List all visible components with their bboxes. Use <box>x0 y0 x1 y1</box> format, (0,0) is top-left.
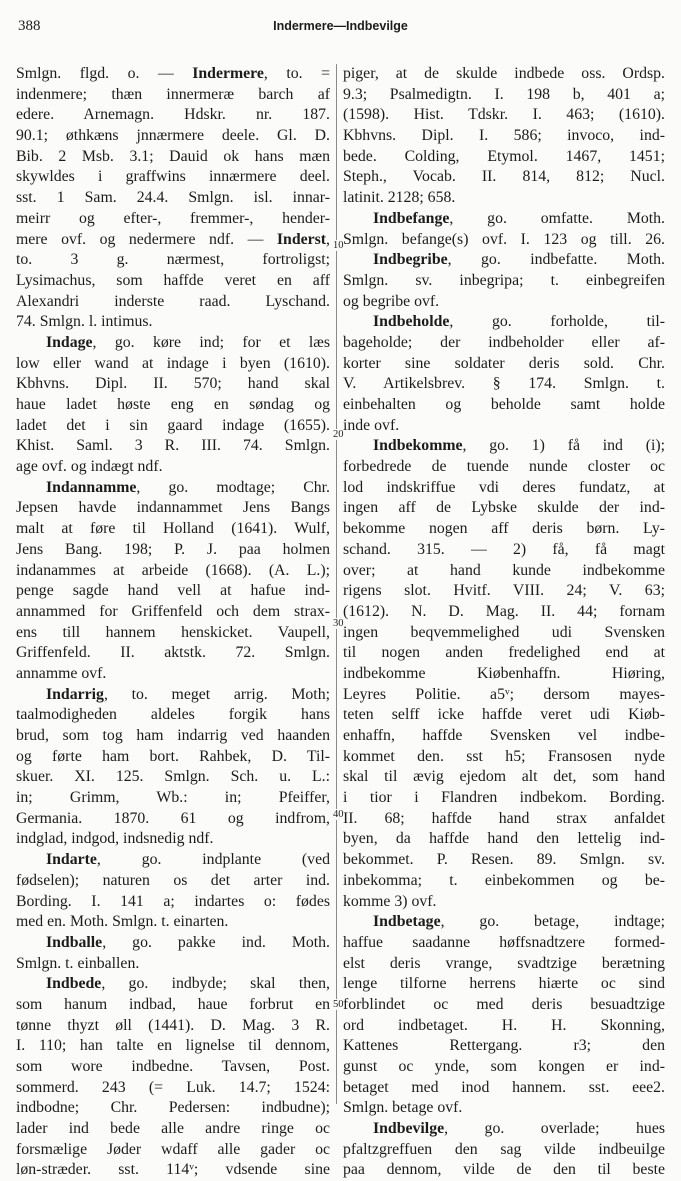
left-column-line <box>16 478 330 499</box>
line-text: V. Artikelsbrev. § 174. Smlgn. t. <box>343 375 665 393</box>
line-text: Smlgn. flgd. o. — <box>16 65 193 82</box>
line-text: tønne thyzt øll (1441). D. Mag. 3 R. <box>16 1016 330 1034</box>
right-column-line <box>343 209 665 230</box>
line-text: indbekomme Kiøbenhaffn. Hiøring, <box>343 664 665 682</box>
line-text: Griffenfeld. II. aktstk. 72. Smlgn. <box>16 644 330 662</box>
left-column-line <box>16 767 330 788</box>
line-text: Jepsen havde indannammet Jens Bangs <box>16 499 330 517</box>
right-column-line <box>343 767 665 788</box>
line-text: annamme ovf. <box>16 664 107 682</box>
line-text: , go. indbyde; skal then, <box>101 975 330 993</box>
left-column-line <box>16 292 330 313</box>
line-text: paa dennom, vilde de den til beste <box>343 1161 665 1179</box>
headword: Indarrig <box>46 685 104 703</box>
left-column-line <box>16 809 330 830</box>
left-column-line <box>16 623 330 644</box>
page-number: 388 <box>18 18 41 34</box>
line-text: skuer. XI. 125. Smlgn. Sch. u. L.: <box>16 768 330 786</box>
line-text: , go. indbefatte. Moth. <box>447 251 665 269</box>
line-text: ladet det i sin gaard indage (1655). <box>16 416 330 434</box>
right-column-line <box>343 292 665 313</box>
line-text: einbehalten og beholde samt holde <box>343 396 665 413</box>
left-column-line <box>16 643 330 664</box>
line-text: bageholde; der indbeholder eller af- <box>343 333 665 351</box>
left-column-line <box>16 1036 330 1057</box>
left-column-line <box>16 64 330 85</box>
line-text: Smlgn. befange(s) ovf. I. 123 og till. 26. <box>343 230 665 248</box>
headword: Indbekomme <box>373 437 463 455</box>
line-text: (1598). Hist. Tdskr. I. 463; (1610). <box>343 106 665 124</box>
left-column-line <box>16 912 330 933</box>
right-column-line <box>343 643 665 664</box>
left-column-line <box>16 1078 330 1099</box>
right-column <box>343 64 665 1181</box>
line-text: malt at føre til Holland (1641). Wulf, <box>16 520 330 538</box>
line-text: , to. meget arrig. Moth; <box>103 685 330 703</box>
line-text: lenge tilforne herrens hiærte oc sind <box>343 975 665 993</box>
left-column-line <box>16 167 330 188</box>
line-text: bede. Colding, Etymol. 1467, 1451; <box>343 147 665 165</box>
left-column-line <box>16 250 330 271</box>
line-number-20: 20 <box>333 429 344 440</box>
line-text: ingen beqvemmelighed udi Svensken <box>343 623 665 641</box>
line-number-40: 40 <box>333 809 344 820</box>
line-text: forsmælige Jøder wdaff alle gader oc <box>16 1140 330 1158</box>
left-column-line <box>16 850 330 871</box>
line-text: Bib. 2 Msb. 3.1; Dauid ok hans mæn <box>16 147 330 165</box>
line-text: sst. 1 Sam. 24.4. Smlgn. isl. innar- <box>16 189 330 207</box>
line-text: rigens slot. Hvitf. VIII. 24; V. 63; <box>343 582 665 600</box>
left-column-line <box>16 664 330 685</box>
left-column-line <box>16 312 330 333</box>
line-text: Kbhvns. Dipl. I. 586; invoco, ind- <box>343 127 665 145</box>
left-column-line <box>16 436 330 457</box>
right-column-line <box>343 540 665 561</box>
line-text: haue ladet høste eng en søndag og <box>16 396 330 413</box>
line-text: forblindet oc med deris besuadtzige <box>343 995 665 1013</box>
right-column-line <box>343 271 665 292</box>
right-column-line <box>343 1078 665 1099</box>
left-column-line <box>16 685 330 706</box>
line-text: lod indskriffue vdi deres fundatz, at <box>343 478 665 496</box>
left-column-line <box>16 333 330 354</box>
right-column-line <box>343 1140 665 1161</box>
left-column-line <box>16 209 330 230</box>
left-column-line <box>16 457 330 478</box>
line-number-10: 10 <box>333 240 344 251</box>
line-text: over; at hand kunde indbekomme <box>343 561 665 579</box>
line-text: indanammes at arbeide (1668). (A. L.); <box>16 561 330 579</box>
left-column-line <box>16 602 330 623</box>
headword: Indermere <box>192 65 264 82</box>
line-text: , go. 1) få ind (i); <box>462 437 665 455</box>
line-text: meirr og efter-, fremmer-, hender- <box>16 209 330 227</box>
headword: Indballe <box>46 933 103 951</box>
line-text: elst deris vrange, svadtzige berætning <box>343 954 665 972</box>
right-column-line <box>343 995 665 1016</box>
right-column-line <box>343 126 665 147</box>
line-text: Germania. 1870. 61 og indfrom, <box>16 809 330 827</box>
right-column-line <box>343 1016 665 1037</box>
right-column-line <box>343 498 665 519</box>
left-column-line <box>16 581 330 602</box>
left-column-line <box>16 829 330 850</box>
line-text: piger, at de skulde indbede oss. Ordsp. <box>343 65 665 82</box>
line-text: 74. Smlgn. l. intimus. <box>16 313 153 331</box>
line-text: latinit. 2128; 658. <box>343 189 456 207</box>
line-text: 9.3; Psalmedigtn. I. 198 b, 401 a; <box>343 85 665 103</box>
headword: Indbede <box>46 975 102 993</box>
right-column-line <box>343 519 665 540</box>
line-text: komme 3) ovf. <box>343 892 437 910</box>
line-text: Smlgn. betage ovf. <box>343 1099 463 1117</box>
right-column-line <box>343 85 665 106</box>
right-column-line <box>343 726 665 747</box>
line-text: Lysimachus, som haffde veret en aff <box>16 271 330 289</box>
left-column-line <box>16 1016 330 1037</box>
right-column-line <box>343 809 665 830</box>
line-text: Steph., Vocab. II. 814, 812; Nucl. <box>343 168 665 186</box>
left-column-line <box>16 974 330 995</box>
right-column-line <box>343 416 665 437</box>
line-text: bekommet. P. Resen. 89. Smlgn. sv. <box>343 851 665 869</box>
headword: Inderst <box>276 230 327 248</box>
right-column-line <box>343 1098 665 1119</box>
right-column-line <box>343 354 665 375</box>
headword: Indbevilge <box>373 1120 445 1138</box>
left-column-line <box>16 995 330 1016</box>
left-column-line <box>16 933 330 954</box>
line-text: haffue saadanne høffsnadtzere formed- <box>343 933 665 951</box>
right-column-line <box>343 685 665 706</box>
line-text: , go. overlade; hues <box>444 1120 665 1138</box>
right-column-line <box>343 312 665 333</box>
headword: Indbetage <box>373 913 441 931</box>
left-column-line <box>16 1119 330 1140</box>
right-column-line <box>343 147 665 168</box>
left-column-line <box>16 561 330 582</box>
line-text: fødselen); naturen os det arter ind. <box>16 871 330 889</box>
right-column-line <box>343 602 665 623</box>
left-column-line <box>16 954 330 975</box>
line-text: to. 3 g. nærmest, fortroligst; <box>16 251 330 269</box>
left-column-line <box>16 871 330 892</box>
right-column-line <box>343 561 665 582</box>
headword: Indbegribe <box>373 251 448 269</box>
line-text: Smlgn. t. einballen. <box>16 954 140 972</box>
headword: Indarte <box>46 851 97 869</box>
right-column-line <box>343 912 665 933</box>
line-text: indbodne; Chr. Pedersen: indbudne); <box>16 1099 330 1117</box>
line-text: , go. modtage; Chr. <box>136 478 330 496</box>
left-column-line <box>16 788 330 809</box>
right-column-line <box>343 829 665 850</box>
right-column-line <box>343 64 665 85</box>
right-column-line <box>343 664 665 685</box>
line-text: brud, som tog ham indarrig ved haanden <box>16 727 330 744</box>
right-column-line <box>343 1160 665 1181</box>
right-column-line <box>343 892 665 913</box>
right-column-line <box>343 705 665 726</box>
left-column-line <box>16 188 330 209</box>
line-text: lader ind bede alle andre ringe oc <box>16 1120 330 1138</box>
line-text: løn-stræder. sst. 114ᵛ; vdsende sine <box>16 1161 330 1179</box>
line-text: in; Grimm, Wb.: in; Pfeiffer, <box>16 789 330 807</box>
headword: Indbeholde <box>373 313 450 331</box>
line-text: indglad, indgod, indsnedig ndf. <box>16 830 214 848</box>
line-number-30: 30 <box>333 618 344 629</box>
line-text: inbekomma; t. einbekommen og be- <box>343 871 665 889</box>
line-text: pfaltzgreffuen den sag vilde indbeuilge <box>343 1140 665 1158</box>
line-text: edere. Arnemagn. Hdskr. nr. 187. <box>16 106 330 124</box>
right-column-line <box>343 871 665 892</box>
page-header <box>0 18 681 38</box>
line-text: skywldes i graffwins innærmere deel. <box>16 168 330 186</box>
right-column-line <box>343 1057 665 1078</box>
line-text: , to. = <box>263 65 330 82</box>
left-column-line <box>16 1098 330 1119</box>
line-text: betaget med inod hannem. sst. eee2. <box>343 1078 665 1096</box>
line-text: i tior i Flandren indbekom. Bording. <box>343 789 665 807</box>
line-text: (1612). N. D. Mag. II. 44; fornam <box>343 602 665 620</box>
right-column-line <box>343 478 665 499</box>
line-text: forbedrede de tuende nunde closter oc <box>343 458 665 476</box>
line-text: , go. betage, indtage; <box>440 913 665 931</box>
headword: Indbefange <box>373 209 450 227</box>
line-text: , go. indplante (ved <box>96 851 330 869</box>
line-text: annammed for Griffenfeld och dem strax- <box>16 602 330 620</box>
line-text: ingen aff de Lybske skulde der ind- <box>343 499 665 517</box>
line-text: 90.1; øthkæns jnnærmere deele. Gl. D. <box>16 127 330 145</box>
line-text: ord indbetaget. H. H. Skonning, <box>343 1016 665 1034</box>
right-column-line <box>343 333 665 354</box>
line-text: , <box>326 230 330 248</box>
left-column-line <box>16 374 330 395</box>
left-column-line <box>16 892 330 913</box>
right-column-line <box>343 395 665 416</box>
left-column-line <box>16 395 330 416</box>
left-column-line <box>16 354 330 375</box>
line-text: taalmodigheden aldeles forgik hans <box>16 706 330 724</box>
right-column-line <box>343 105 665 126</box>
right-column-line <box>343 230 665 251</box>
line-text: og begribe ovf. <box>343 292 440 310</box>
line-text: Khist. Saml. 3 R. III. 74. Smlgn. <box>16 437 330 455</box>
right-column-line <box>343 1036 665 1057</box>
right-column-line <box>343 974 665 995</box>
column-divider <box>336 64 337 1104</box>
right-column-line <box>343 747 665 768</box>
right-column-line <box>343 457 665 478</box>
line-text: I. 110; han talte en lignelse til dennom, <box>16 1037 330 1055</box>
line-text: penge sagde hand vell at hafue ind- <box>16 582 330 600</box>
line-text: som wore indbedne. Tavsen, Post. <box>16 1058 330 1075</box>
line-text: mere ovf. og nedermere ndf. — <box>16 230 277 248</box>
line-text: kommet den. sst h5; Fransosen nyde <box>343 747 665 765</box>
left-column-line <box>16 1160 330 1181</box>
line-text: korter sine soldater deris sold. Chr. <box>343 354 665 372</box>
right-column-line <box>343 788 665 809</box>
left-column-line <box>16 230 330 251</box>
line-text: inde ovf. <box>343 416 400 434</box>
right-column-line <box>343 933 665 954</box>
line-text: bekomme nogen aff deris børn. Ly- <box>343 520 665 538</box>
right-column-line <box>343 188 665 209</box>
left-column-line <box>16 1140 330 1161</box>
left-column-line <box>16 540 330 561</box>
line-text: til nogen anden fredelighed end at <box>343 644 665 662</box>
left-column-line <box>16 747 330 768</box>
right-column-line <box>343 250 665 271</box>
line-text: schand. 315. — 2) få, få magt <box>343 540 665 558</box>
line-text: , go. forholde, til- <box>449 313 665 331</box>
headword: Indannamme <box>46 478 137 496</box>
line-text: skal til ævig ejedom alt det, som hand <box>343 768 665 786</box>
right-column-line <box>343 581 665 602</box>
line-text: low eller wand at indage i byen (1610). <box>16 354 330 372</box>
line-text: Kattenes Rettergang. r3; den <box>343 1037 665 1055</box>
line-text: Bording. I. 141 a; indartes o: fødes <box>16 892 330 910</box>
line-text: gunst oc ynde, som kongen er ind- <box>343 1058 665 1075</box>
left-column <box>16 64 330 1181</box>
left-column-line <box>16 519 330 540</box>
line-text: , go. køre ind; for et læs <box>92 333 330 351</box>
line-text: Smlgn. sv. inbegripa; t. einbegreifen <box>343 271 665 289</box>
line-text: Leyres Politie. a5ᵛ; dersom mayes- <box>343 685 665 703</box>
line-text: age ovf. og indægt ndf. <box>16 458 163 476</box>
right-column-line <box>343 954 665 975</box>
left-column-line <box>16 85 330 106</box>
line-number-50: 50 <box>333 999 344 1010</box>
right-column-line <box>343 623 665 644</box>
left-column-line <box>16 498 330 519</box>
line-text: , go. omfatte. Moth. <box>449 209 665 227</box>
line-text: enhaffn, haffde Svensken vel indbe- <box>343 727 665 744</box>
left-column-line <box>16 105 330 126</box>
right-column-line <box>343 850 665 871</box>
line-text: indenmere; thæn innermeræ barch af <box>16 85 330 103</box>
left-column-line <box>16 147 330 168</box>
line-text: som hanum indbad, haue forbrut en <box>16 995 330 1013</box>
line-text: og førte ham bort. Rahbek, D. Til- <box>16 747 330 765</box>
left-column-line <box>16 126 330 147</box>
line-text: teten selff icke haffde veret udi Kiøb- <box>343 706 665 724</box>
line-text: ens till hannem henskicket. Vaupell, <box>16 623 330 641</box>
right-column-line <box>343 436 665 457</box>
line-text: Alexandri inderste raad. Lyschand. <box>16 292 330 310</box>
right-column-line <box>343 1119 665 1140</box>
left-column-line <box>16 726 330 747</box>
line-text: sommerd. 243 (= Luk. 14.7; 1524: <box>16 1078 330 1096</box>
left-column-line <box>16 1057 330 1078</box>
right-column-line <box>343 167 665 188</box>
line-text: II. 68; haffde hand strax anfaldet <box>343 809 665 827</box>
line-text: Kbhvns. Dipl. II. 570; hand skal <box>16 375 330 393</box>
line-text: med en. Moth. Smlgn. t. einarten. <box>16 913 229 931</box>
left-column-line <box>16 416 330 437</box>
line-text: Jens Bang. 198; P. J. paa holmen <box>16 540 330 558</box>
headword: Indage <box>46 333 93 351</box>
running-head: Indermere—Indbevilge <box>273 19 408 33</box>
line-text: byen, da haffde hand den lettelig ind- <box>343 830 665 848</box>
left-column-line <box>16 705 330 726</box>
right-column-line <box>343 374 665 395</box>
left-column-line <box>16 271 330 292</box>
line-text: , go. pakke ind. Moth. <box>102 933 330 951</box>
